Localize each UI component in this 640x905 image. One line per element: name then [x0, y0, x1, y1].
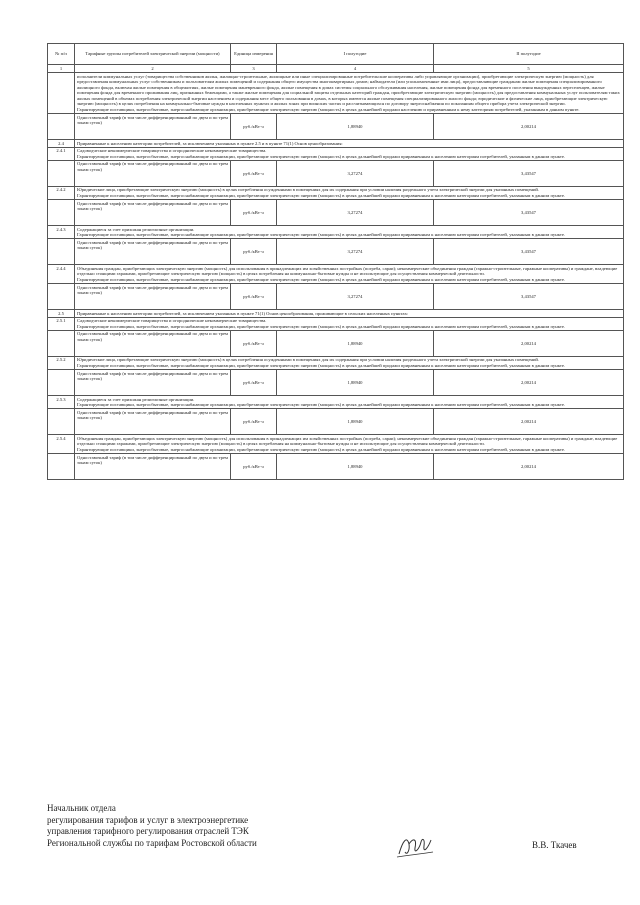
- category-description: Приравненные к населению категории потребителей, за исключением указанных в пункте 71(1) Основ ценообразования, проживающие в сельских населенных пунктах:: [75, 310, 624, 318]
- tariff-empty: [48, 114, 75, 140]
- header-half1: I полугодие: [277, 44, 434, 65]
- signer-title-line: Региональной службы по тарифам Ростовской области: [47, 837, 257, 848]
- tariff-half1-value: 3,27274: [277, 239, 434, 265]
- column-number: 2: [75, 65, 231, 73]
- tariff-half2-value: 3,43547: [434, 160, 624, 186]
- tariff-half1-value: 1,88940: [277, 370, 434, 396]
- tariff-label: Одноставочный тариф (в том числе дифференцированный по двум и по трем зонам суток): [75, 454, 231, 480]
- category-row: [48, 310, 624, 318]
- signer-name: В.В. Ткачев: [532, 840, 577, 850]
- column-number: 3: [231, 65, 277, 73]
- intro-paragraph: Гарантирующие поставщики, энергосбытовые, энергоснабжающие организации, приобретающие электрическую энергию (мощность) в целях дальнейшей продажи населению и приравненным к нему категориям потребителей, указанным в данном пункте.: [77, 107, 580, 113]
- tariff-unit: руб./кВт·ч: [231, 454, 277, 480]
- tariff-row: [48, 409, 624, 435]
- tariff-row: [48, 114, 624, 140]
- category-row: [48, 186, 624, 199]
- tariff-empty: [48, 330, 75, 356]
- tariff-half2-value: 2,00214: [434, 409, 624, 435]
- category-row: [48, 265, 624, 284]
- tariff-unit: руб./кВт·ч: [231, 370, 277, 396]
- tariff-label: Одноставочный тариф (в том числе дифференцированный по двум и по трем зонам суток): [75, 160, 231, 186]
- item-number: 2.5.3: [48, 396, 75, 409]
- tariff-half2-value: 2,00214: [434, 370, 624, 396]
- item-number: 2.4.2: [48, 186, 75, 199]
- category-description: Объединения граждан, приобретающих электрическую энергию (мощность) для использования в принадлежащих им хозяйственных постройках (погреба, сараи); некоммерческие объединения граждан (гаражно-строительные, гаражные кооперативы) и граждане, владеющие отдельно стоящими гаражами, приобретающие электрическую энергию (мощность) в целях потребления на коммунально-бытовые нужды и не использующие для осуществления коммерческой деятельности. Гарантирующие поставщики, энергосбытовые, энергоснабжающие организации, приобретающие электрическую энергию (мощность) в целях дальнейшей продажи приравненным к населению категориям потребителей, указанным в данном пункте.: [75, 265, 624, 284]
- header-unit: Единица измерения: [231, 44, 277, 65]
- tariff-row: [48, 160, 624, 186]
- tariff-half2-value: 3,43547: [434, 284, 624, 310]
- tariff-half2-value: 2,00214: [434, 114, 624, 140]
- intro-text: [75, 73, 624, 114]
- tariff-unit: руб./кВт·ч: [231, 114, 277, 140]
- column-number: 4: [277, 65, 434, 73]
- header-num: № п/п: [48, 44, 75, 65]
- table-header-row: [48, 44, 624, 65]
- category-row: [48, 147, 624, 160]
- tariff-label: Одноставочный тариф (в том числе дифференцированный по двум и по трем зонам суток): [75, 114, 231, 140]
- category-row: [48, 317, 624, 330]
- tariff-half1-value: 1,88940: [277, 330, 434, 356]
- tariff-half1-value: 1,88940: [277, 454, 434, 480]
- column-number: 5: [434, 65, 624, 73]
- tariff-empty: [48, 284, 75, 310]
- tariff-unit: руб./кВт·ч: [231, 200, 277, 226]
- tariff-label: Одноставочный тариф (в том числе дифференцированный по двум и по трем зонам суток): [75, 330, 231, 356]
- tariff-half1-value: 3,27274: [277, 200, 434, 226]
- category-row: [48, 356, 624, 369]
- header-groups: Тарифные группы потребителей электрической энергии (мощности): [75, 44, 231, 65]
- tariff-empty: [48, 370, 75, 396]
- tariff-unit: руб./кВт·ч: [231, 330, 277, 356]
- tariff-empty: [48, 409, 75, 435]
- item-number: 2.5: [48, 310, 75, 318]
- tariff-unit: руб./кВт·ч: [231, 409, 277, 435]
- category-description: Содержащиеся за счет прихожан религиозные организации. Гарантирующие поставщики, энергосбытовые, энергоснабжающие организации, приобретающие электрическую энергию (мощность) в целях дальнейшей продажи приравненным к населению категориям потребителей, указанным в данном пункте.: [75, 396, 624, 409]
- tariff-empty: [48, 454, 75, 480]
- signer-title-line: Начальник отдела: [47, 803, 116, 813]
- header-half2: II полугодие: [434, 44, 624, 65]
- category-row: [48, 435, 624, 454]
- category-description: Садоводческие некоммерческие товарищества и огороднические некоммерческие товарищества. Гарантирующие поставщики, энергосбытовые, энергоснабжающие организации, приобретающие электрическую энергию (мощность) в целях дальнейшей продажи приравненным к населению категориям потребителей, указанным в данном пункте.: [75, 147, 624, 160]
- tariff-half1-value: 3,27274: [277, 160, 434, 186]
- intro-paragraph: исполнители коммунальных услуг (товарищества собственников жилья, жилищно-строительные, жилищные или иные специализированные потребительские кооперативы либо управляющие организации), приобретающие электрическую энергию (мощность) для предоставления коммунальных услуг собственникам и пользователям жилых помещений и содержания общего имущества многоквартирных домов; наймодатели (или уполномоченные ими лица), предоставляющие гражданам жилые помещения специализированного жилищного фонда, включая жилые помещения в общежитиях, жилые помещения маневренного фонда, жилые помещения в домах системы социального обслуживания населения, жилые помещения фонда для временного поселения вынужденных переселенцев, жилые помещения фонда для временного проживания лиц, признанных беженцами, а также жилые помещения для социальной защиты отдельных категорий граждан, приобретающие электрическую энергию (мощность) для предоставления коммунальных услуг пользователям таких жилых помещений в объемах потребления электрической энергии населением и содержания мест общего пользования в домах, в которых имеются жилые помещения специализированного жилого фонда; юридические и физические лица, приобретающие электрическую энергию (мощность) в целях потребления на коммунально-бытовые нужды в населенных пунктах и жилых зонах при воинских частях и рассчитывающихся по договору энергоснабжения по показаниям общего прибора учета электрической энергии.: [77, 73, 620, 107]
- item-number: 2.4.4: [48, 265, 75, 284]
- tariff-half2-value: 3,43547: [434, 239, 624, 265]
- signature-block: [47, 803, 257, 849]
- item-number: 2.4.1: [48, 147, 75, 160]
- item-number: 2.5.4: [48, 435, 75, 454]
- signer-title-line: регулирования тарифов и услуг в электроэнергетике: [47, 814, 249, 825]
- tariff-row: [48, 330, 624, 356]
- tariff-empty: [48, 160, 75, 186]
- item-number: 2.4: [48, 140, 75, 148]
- tariff-empty: [48, 200, 75, 226]
- tariff-label: Одноставочный тариф (в том числе дифференцированный по двум и по трем зонам суток): [75, 239, 231, 265]
- item-number: 2.4.3: [48, 226, 75, 239]
- tariff-table: [47, 43, 624, 480]
- category-row: [48, 396, 624, 409]
- tariff-label: Одноставочный тариф (в том числе дифференцированный по двум и по трем зонам суток): [75, 284, 231, 310]
- category-description: Приравненные к населению категории потребителей, за исключением указанных в пункте 2.5 и в пункте 71(1) Основ ценообразования:: [75, 140, 624, 148]
- tariff-half2-value: 3,43547: [434, 200, 624, 226]
- category-row: [48, 140, 624, 148]
- signer-title-line: управления тарифного регулирования отраслей ТЭК: [47, 826, 249, 837]
- tariff-row: [48, 200, 624, 226]
- tariff-half2-value: 2,00214: [434, 454, 624, 480]
- category-description: Содержащиеся за счет прихожан религиозные организации. Гарантирующие поставщики, энергосбытовые, энергоснабжающие организации, приобретающие электрическую энергию (мощность) в целях дальнейшей продажи приравненным к населению категориям потребителей, указанным в данном пункте.: [75, 226, 624, 239]
- item-number: 2.5.2: [48, 356, 75, 369]
- tariff-empty: [48, 239, 75, 265]
- tariff-half1-value: 1,88940: [277, 114, 434, 140]
- tariff-label: Одноставочный тариф (в том числе дифференцированный по двум и по трем зонам суток): [75, 370, 231, 396]
- intro-row: [48, 73, 624, 114]
- tariff-row: [48, 370, 624, 396]
- handwritten-signature: [395, 830, 435, 860]
- item-number: 2.5.1: [48, 317, 75, 330]
- tariff-unit: руб./кВт·ч: [231, 160, 277, 186]
- category-description: Садоводческие некоммерческие товарищества и огороднические некоммерческие товарищества. Гарантирующие поставщики, энергосбытовые, энергоснабжающие организации, приобретающие электрическую энергию (мощность) в целях дальнейшей продажи приравненным к населению категориям потребителей, указанным в данном пункте.: [75, 317, 624, 330]
- tariff-row: [48, 454, 624, 480]
- tariff-label: Одноставочный тариф (в том числе дифференцированный по двум и по трем зонам суток): [75, 200, 231, 226]
- category-description: Объединения граждан, приобретающих электрическую энергию (мощность) для использования в принадлежащих им хозяйственных постройках (погреба, сараи); некоммерческие объединения граждан (гаражно-строительные, гаражные кооперативы) и граждане, владеющие отдельно стоящими гаражами, приобретающие электрическую энергию (мощность) в целях потребления на коммунально-бытовые нужды и не использующие для осуществления коммерческой деятельности. Гарантирующие поставщики, энергосбытовые, энергоснабжающие организации, приобретающие электрическую энергию (мощность) в целях дальнейшей продажи приравненным к населению категориям потребителей, указанным в данном пункте.: [75, 435, 624, 454]
- tariff-row: [48, 239, 624, 265]
- category-description: Юридические лица, приобретающие электрическую энергию (мощность) в целях потребления осужденными в помещениях для их содержания при условии наличия раздельного учета электрической энергии для указанных помещений. Гарантирующие поставщики, энергосбытовые, энергоснабжающие организации, приобретающие электрическую энергию (мощность) в целях дальнейшей продажи приравненным к населению категориям потребителей, указанным в данном пункте.: [75, 186, 624, 199]
- tariff-half1-value: 3,27274: [277, 284, 434, 310]
- tariff-half1-value: 1,88940: [277, 409, 434, 435]
- tariff-unit: руб./кВт·ч: [231, 284, 277, 310]
- tariff-row: [48, 284, 624, 310]
- tariff-unit: руб./кВт·ч: [231, 239, 277, 265]
- category-description: Юридические лица, приобретающие электрическую энергию (мощность) в целях потребления осужденными в помещениях для их содержания при условии наличия раздельного учета электрической энергии для указанных помещений. Гарантирующие поставщики, энергосбытовые, энергоснабжающие организации, приобретающие электрическую энергию (мощность) в целях дальнейшей продажи приравненным к населению категориям потребителей, указанным в данном пункте.: [75, 356, 624, 369]
- tariff-label: Одноставочный тариф (в том числе дифференцированный по двум и по трем зонам суток): [75, 409, 231, 435]
- category-row: [48, 226, 624, 239]
- column-number-row: [48, 65, 624, 73]
- tariff-half2-value: 2,00214: [434, 330, 624, 356]
- column-number: 1: [48, 65, 75, 73]
